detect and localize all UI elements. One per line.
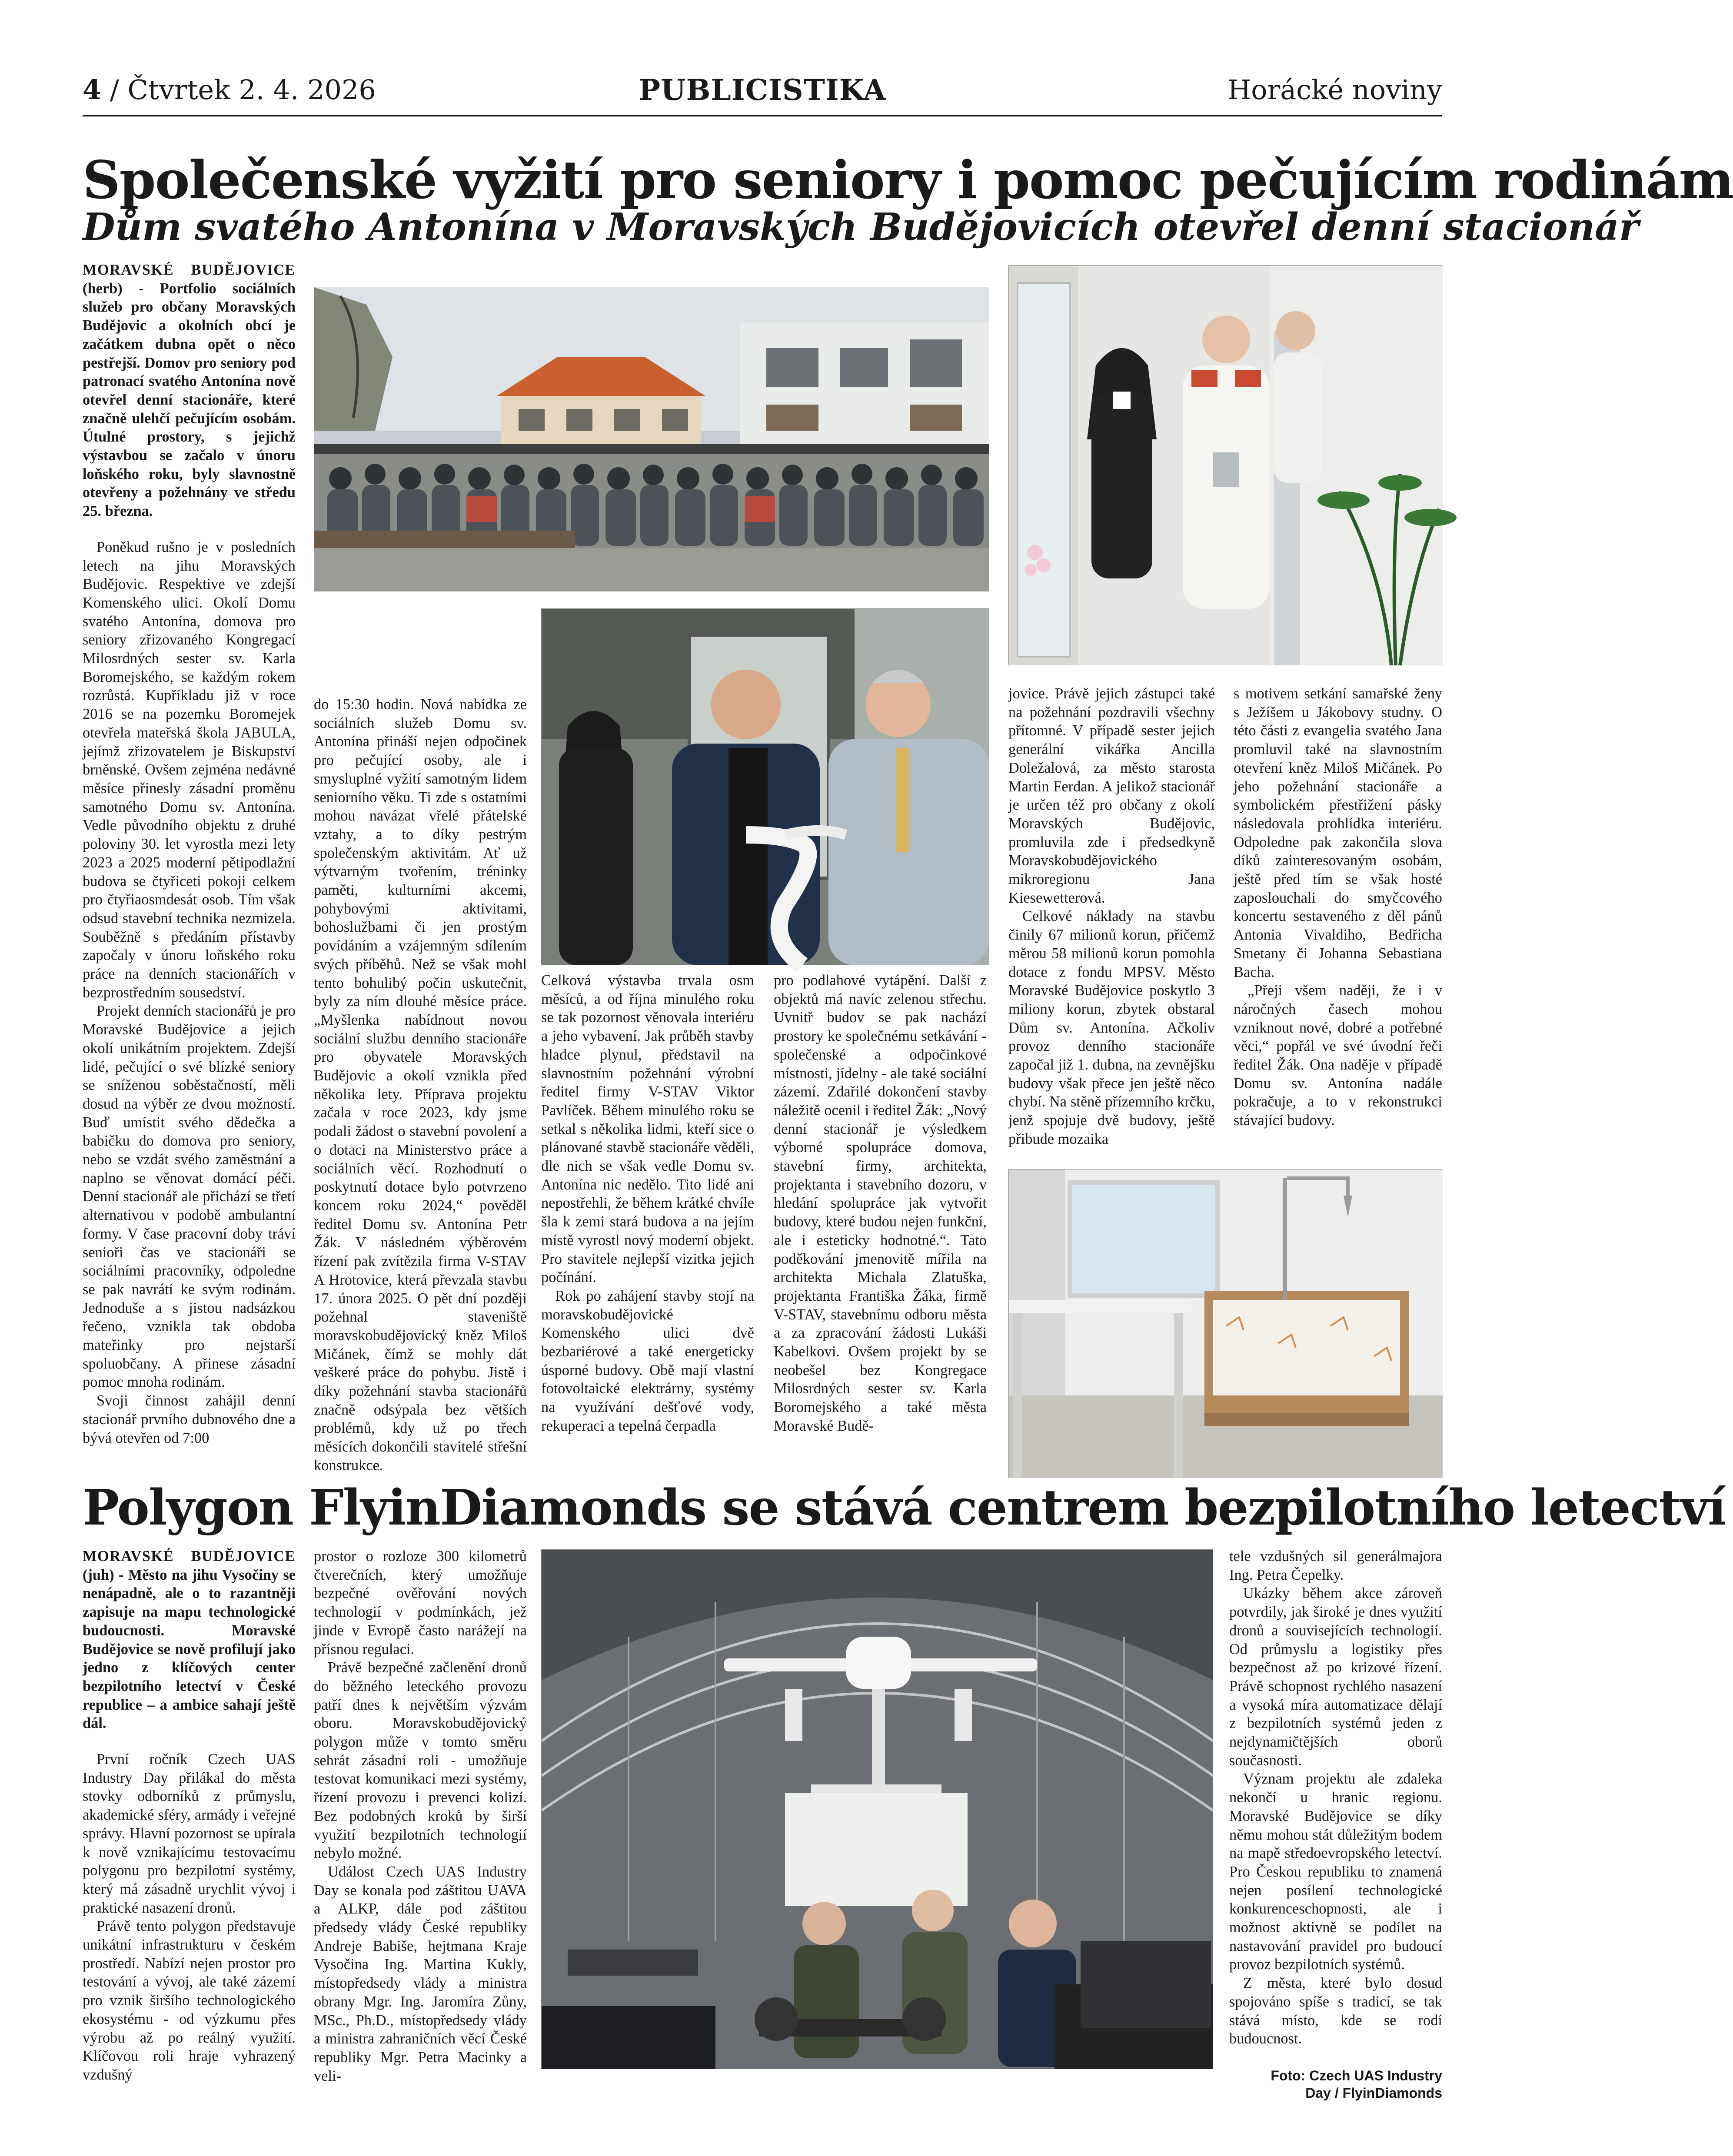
article2-paragraph: Právě bezpečné začlenění dronů do běžného leteckého provozu patří dnes k největším výzvám oboru. Moravskobudějovický polygon může v tomto směru sehrát zásadní roli - umožňuje testovat komunikaci mezi systémy, řízení provozu i prevenci kolizí. Bez podobných kroků by širší využití bezpilotních technologií nebylo možné. (314, 1659, 527, 1862)
article1-paragraph: Celkové náklady na stavbu činily 67 milionů korun, přičemž měrou 58 milionů korun pomohla dotace z fondu MPSV. Město Moravské Budějovice poskytlo 3 miliony korun, zbytek obstaral Dům sv. Antonína. Ačkoliv provoz denního stacionáře započal již 1. dubna, na zevnějšku budovy však přece jen ještě něco chybí. Na stěně přízemního krčku, jenž spojuje dvě budovy, ještě přibude mozaika (1008, 908, 1215, 1147)
ribbon-cutting-icon (542, 609, 989, 965)
page-header (83, 70, 1442, 116)
article2-dateline: MORAVSKÉ BUDĚJOVICE (83, 1548, 296, 1565)
article2-column-2 (314, 1547, 527, 2099)
article1-paragraph: Poněkud rušno je v posledních letech na jihu Moravských Budějovic. Respektive ve zdejší Komenského ulici. Okolí Domu svatého Antonína, domova pro seniory zřizovaného Kongregací Milosrdných sester sv. Karla Boromejského, se každým rokem rozrůstá. Kupříkladu již v roce 2016 se na pozemku Boromejek otevřela mateřská škola JABULA, jejímž zřizovatelem je Biskupství brněnské. Ovšem zejména nedávné měsíce přinesly zásadní proměnu samotného Domu sv. Antonína. Vedle původního objektu z druhé poloviny 30. let vyrostla mezi lety 2023 a 2025 moderní pětipodlažní budova se čtyřiceti pokoji celkem pro čtyřiaosmdesát osob. Tím však odsud stavební technika nezmizela. Souběžně s předáním přístavby započaly v únoru loňského roku práce na denních stacionářích v bezprostředním sousedství. (83, 538, 296, 1001)
article2-headline: Polygon FlyinDiamonds se stává centrem bezpilotního letectví (83, 1479, 1726, 1536)
article2-column-1 (83, 1547, 296, 2099)
drone-hangar-icon (542, 1550, 1213, 2069)
photo-seniors-crowd (314, 287, 988, 591)
article2-paragraph: Význam projektu ale zdaleka nekončí u hranic regionu. Moravské Budějovice se díky němu mohou stát důležitým bodem na mapě středoevropského letectví. Pro Českou republiku to znamená nejen posílení technologické konkurenceschopnosti, ale i možnost aktivně se podílet na nastavování pravidel pro budoucí provoz bezpilotních systémů. (1229, 1771, 1442, 1973)
article1-paragraph: Celková výstavba trvala osm měsíců, a od října minulého roku se tak pozornost věnovala interiéru a jeho vybavení. Jak průběh stavby hladce plynul, představil na slavnostním požehnání výrobní ředitel firmy V-STAV Viktor Pavlíček. Během minulého roku se setkal s několika lidmi, kteří sice o plánované stavbě stacionáře věděli, dle nich se však vedle Domu sv. Antonína nic nedělo. Tito lidé ani nepostřehli, že během krátké chvíle šla k zemi stará budova a na jejím místě vyrostl nový moderní objekt. Pro stavitele nejlepší vizitka jejich počínání. (541, 972, 754, 1286)
article1-paragraph: Svoji činnost zahájil denní stacionář prvního dubnového dne a bývá otevřen od 7:00 (83, 1392, 296, 1446)
article1-column-3 (541, 971, 754, 1475)
article1-paragraph: Rok po zahájení stavby stojí na moravskobudějovické Komenského ulici dvě bezbariérové a také energeticky úsporné budovy. Obě mají vlastní fotovoltaické elektrárny, systémy na využívání dešťové vody, rekuperaci a tepelná čerpadla (541, 1287, 754, 1434)
article1-paragraph: jovice. Právě jejich zástupci také na požehnání pozdravili všechny přítomné. V případě sester jejich generální vikářka Ancilla Doležalová, za město starosta Martin Ferdan. A jelikož stacionář je určen též pro občany z okolí Moravských Budějovic, promluvila zde i předsedkyně Moravskobudějovického mikroregionu Jana Kiesewetterová. (1008, 685, 1215, 906)
article2-paragraph: prostor o rozloze 300 kilometrů čtverečních, který umožňuje bezpečné ověřování nových technologií v podmínkách, jež jinde v Evropě často narážejí na přísnou regulaci. (314, 1548, 527, 1658)
article2-paragraph: tele vzdušných sil generálmajora Ing. Petra Čepelky. (1229, 1548, 1442, 1583)
article2-paragraph: Ukázky během akce zároveň potvrdily, jak široké je dnes využití dronů a souvisejících technologií. Od průmyslu a logistiky přes bezpečnost až po krizové řízení. Právě schopnost rychlého nasazení a vysoká míra automatizace dělají z bezpilotních systémů jeden z nejdynamičtějších oborů současnosti. (1229, 1585, 1442, 1769)
section-title: PUBLICISTIKA (639, 73, 886, 107)
article2-paragraph: Z města, které bylo dosud spojováno spíše s tradicí, se tak stává místo, kde se rodí budoucnost. (1229, 1975, 1442, 2047)
article1-column-1 (83, 261, 296, 1473)
photo-credit (1251, 2067, 1442, 2102)
article1-paragraph: Projekt denních stacionářů je pro Moravské Budějovice a jejich okolí unikátním projektem. Zdejší lidé, pečující o své blízké seniory se sníženou soběstačností, měli dosud na výběr ze dvou možností. Buď umístit svého dědečka a babičku do domova pro seniory, nebo se vzdát svého zaměstnání a naplno se věnovat domácí péči. Denní stacionář ale přichází se třetí alternativou v podobě ambulantní formy. V čase pracovní doby tráví senioři čas ve stacionáři se sociálními pracovníky, odpoledne se pak navrátí ke svým rodinám. Jednoduše a s jistou nadsázkou řečeno, vznikla tak obdoba mateřinky pro nejstarší spoluobčany. A přinese zásadní pomoc mnoha rodinám. (83, 1003, 296, 1391)
article1-column-6 (1234, 684, 1442, 1163)
stationary-room-bed-icon (1009, 1169, 1443, 1478)
article1-column-4 (774, 971, 987, 1475)
photo-drone-hangar (541, 1549, 1213, 2069)
article2-column-3 (1229, 1547, 1442, 2064)
article1-lead: (herb) - Portfolio sociálních služeb pro občany Moravských Budějovic a okolních obcí je začátkem dubna opět o něco pestřejší. Domov pro seniory pod patronací svatého Antonína nově otevřel denní stacionáře, které značně ulehčí pečujícím osobám. Útulné prostory, s jejichž výstavbou se začalo v únoru loňského roku, byly slavnostně otevřeny a požehnány ve středu 25. března. (83, 280, 296, 520)
article1-dateline: MORAVSKÉ BUDĚJOVICE (83, 262, 296, 278)
article1-paragraph: do 15:30 hodin. Nová nabídka ze sociálních služeb Domu sv. Antonína přináší nejen odpočinek pro pečující osoby, ale i smysluplné vyžití samotným lidem seniorního věku. Ti zde s ostatními mohou navázat vřelé přátelské vztahy, a to díky pestrým společenským aktivitám. Ať už výtvarným tvořením, tréninky paměti, kulturními akcemi, pohybovými aktivitami, bohoslužbami či jen prostým povídáním a vzájemným sdílením svých příběhů. Než se však mohl tento bohulibý počin uskutečnit, byly za ním dlouhé měsíce práce. „Myšlenka nabídnout novou sociální službu denního stacionáře pro obyvatele Moravských Budějovic a okolí vznikla před několika lety. Příprava projektu začala v roce 2023, kdy jsme podali žádost o stavební povolení a o dotaci na Ministerstvo práce a sociálních věcí. Rozhodnutí o poskytnutí dotace bylo potvrzeno koncem roku 2024,“ pověděl ředitel Domu sv. Antonína Petr Žák. V následném výběrovém řízení pak zvítězila firma V-STAV A Hrotovice, která převzala stavbu 17. února 2025. O pět dní později požehnal staveniště moravskobudějovický kněz Miloš Mičánek, čímž se mohly dát veškeré práce do pohybu. Jistě i díky požehnání stavba stacionářů značně odsýpala bez větších problémů, kdy už po třech měsících dokončili stavitelé střešní konstrukce. (314, 696, 527, 1474)
article1-headline: Společenské vyžití pro seniory i pomoc pečujícím rodinám (83, 149, 1733, 211)
article2-paragraph: První ročník Czech UAS Industry Day přilákal do města stovky odborníků z průmyslu, akademické sféry, armády i veřejné správy. Hlavní pozornost se upírala k nově vznikajícímu testovacímu polygonu pro bezpilotní systémy, který má zásadně urychlit vývoj i praktické nasazení dronů. (83, 1751, 296, 1916)
article1-paragraph: pro podlahové vytápění. Další z objektů má navíc zelenou střechu. Uvnitř budov se pak nachází prostory ke společnému setkávání - společenské a odpočinkové místnosti, jídelny - ale také sociální zázemí. Zdařilé dokončení stavby náležitě ocenil i ředitel Žák: „Nový denní stacionář je výsledkem výborné spolupráce domova, stavební firmy, architekta, projektanta i stavebního dozoru, v hledání spolupráce jak vytvořit budovy, které budou nejen funkční, ale i esteticky hodnotné.“. Tato poděkování jmenovitě mířila na architekta Michala Zlatuška, projektanta Františka Žáka, firmě V-STAV, stavebnímu odboru města a za zpracování žádosti Lukáši Kabelkovi. Ovšem projekt by se neobešel bez Kongregace Milosrdných sester sv. Karla Boromejského a také města Moravské Budě- (774, 972, 987, 1434)
photo-ribbon-cutting (541, 608, 989, 965)
photo-credit-line-2: Day / FlyinDiamonds (1305, 2085, 1442, 2101)
article2-paragraph: Událost Czech UAS Industry Day se konala pod záštitou UAVA a ALKP, dále pod záštitou předsedy vlády České republiky Andreje Babiše, hejtmana Kraje Vysočina Ing. Martina Kukly, místopředsedy vlády a ministra obrany Mgr. Ing. Jaromíra Zůny, MSc., Ph.D., místopředsedy vlády a ministra zahraničních věcí České republiky Mgr. Petra Macinky a veli- (314, 1863, 527, 2084)
article1-column-5 (1008, 684, 1215, 1163)
article1-subheadline: Dům svatého Antonína v Moravských Budějovicích otevřel denní stacionář (83, 205, 1639, 249)
photo-credit-line-1: Foto: Czech UAS Industry (1271, 2068, 1442, 2083)
issue-date: / Čtvrtek 2. 4. 2026 (110, 74, 376, 106)
crowd-of-seniors-outdoor-icon (314, 287, 989, 591)
photo-stationary-room (1008, 1169, 1442, 1478)
article1-paragraph: „Přeji všem naději, že i v náročných časech mohou vzniknout nové, dobré a potřebné věci,“ popřál ve své úvodní řeči ředitel Žák. Ona naděje v případě Domu sv. Antonína nadále pokračuje, a to v rekonstrukci stávající budovy. (1234, 982, 1442, 1129)
page-number: 4 (83, 74, 102, 106)
article2-lead: (juh) - Město na jihu Vysočiny se nenápadně, ale o to razantněji zapisuje na mapu technologické budoucnosti. Moravské Budějovice se nově profilují jako jedno z klíčových center bezpilotního letectví v České republice – a ambice sahají ještě dál. (83, 1566, 296, 1732)
article1-column-2 (314, 695, 527, 1473)
priest-blessing-room-icon (1009, 266, 1443, 665)
photo-priest-blessing (1008, 265, 1442, 665)
article1-paragraph: s motivem setkání samařské ženy s Ježíšem u Jákobovy studny. O této části z evangelia svatého Jana promluvil také na slavnostním otevření kněz Miloš Mičánek. Po jeho požehnání stacionáře a symbolickém přestřižení pásky následovala prohlídka interiéru. Odpoledne pak zakončila slova díků zainteresovaným osobám, ještě před tím se však hosté zaposlouchali do smyčcového koncertu sestaveného z děl pánů Antonia Vivaldiho, Bedřicha Smetany či Johanna Sebastiana Bacha. (1234, 685, 1442, 980)
article2-paragraph: Právě tento polygon představuje unikátní infrastrukturu v českém prostředí. Nabízí nejen prostor pro testování a vývoj, ale také zázemí pro vznik širšího technologického ekosystému - od výzkumu přes výrobu až po reálný využití. Klíčovou roli hraje vyhrazený vzdušný (83, 1918, 296, 2083)
newspaper-name: Horácké noviny (1227, 74, 1442, 106)
